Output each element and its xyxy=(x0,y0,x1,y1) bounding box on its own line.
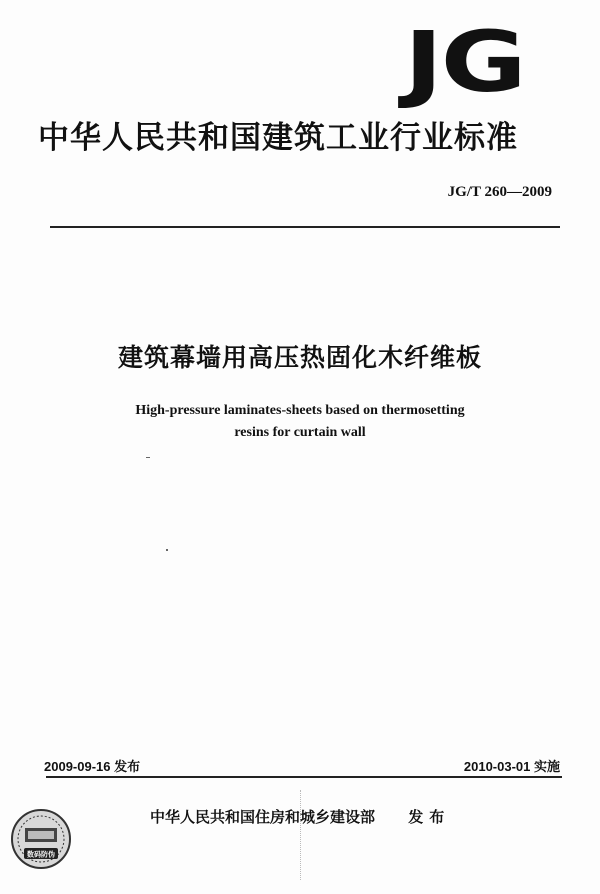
publisher-name: 中华人民共和国住房和城乡建设部 xyxy=(150,808,376,826)
english-title-line-2: resins for curtain wall xyxy=(234,425,366,440)
document-title-english xyxy=(0,400,600,444)
publish-label: 发布 xyxy=(408,808,451,826)
header-divider xyxy=(50,226,560,228)
scan-speck xyxy=(166,549,168,551)
scan-artifact-line xyxy=(300,790,302,880)
footer-divider xyxy=(46,776,562,778)
industry-standard-title: 中华人民共和国建筑工业行业标准 xyxy=(38,120,518,156)
issue-date: 2009-09-16 发布 xyxy=(44,759,141,774)
publisher-line xyxy=(150,806,450,827)
jg-logo: JG xyxy=(404,13,525,111)
seal-label: 数码防伪 xyxy=(27,850,55,859)
document-title-chinese: 建筑幕墙用高压热固化木纤维板 xyxy=(117,343,482,372)
implementation-date: 2010-03-01 实施 xyxy=(463,759,560,774)
anti-counterfeit-seal-icon xyxy=(10,808,72,870)
scan-speck xyxy=(146,457,150,458)
english-title-line-1: High-pressure laminates-sheets based on thermosetting xyxy=(135,403,465,418)
standard-number: JG/T 260—2009 xyxy=(447,184,552,200)
